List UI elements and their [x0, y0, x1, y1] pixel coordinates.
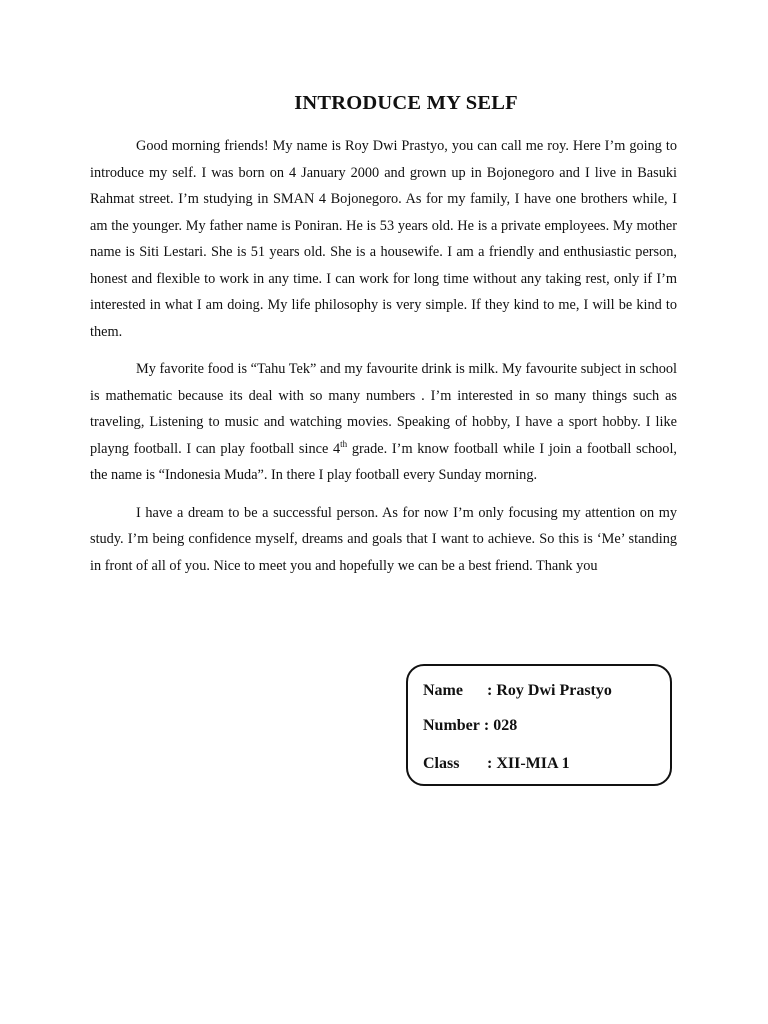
id-row-class — [423, 755, 570, 773]
paragraph-hobbies — [90, 356, 677, 489]
number-label: Number — [423, 717, 480, 734]
class-label: Class — [423, 755, 460, 772]
document-body — [90, 133, 677, 579]
paragraph-hobbies-part1: My favorite food is “Tahu Tek” and my favourite drink is milk. My favourite subject in school is mathematic because its deal with so many numbers . I’m interested in so many things such as traveling, Listening to music and watching movies. Speaking of hobby, I have a sport hobby. I like playng football. I can play football since 4 — [90, 361, 677, 457]
id-row-name — [423, 682, 612, 700]
number-value: : 028 — [483, 717, 518, 734]
class-value: : XII-MIA 1 — [487, 755, 570, 772]
superscript-th: th — [340, 438, 348, 449]
name-value: : Roy Dwi Prastyo — [487, 682, 612, 699]
paragraph-dream: I have a dream to be a successful person. As for now I’m only focusing my attention on my study. I’m being confidence myself, dreams and goals that I want to achieve. So this is ‘Me’ standing in front of all of you. Nice to meet you and hopefully we can be a best friend. Thank you — [90, 504, 677, 574]
id-row-number — [423, 717, 517, 735]
paragraph-hobbies-part2: grade. I’m know football while I join a football school, the name is “Indonesia Muda”. In there I play football every Sunday morning. — [90, 440, 677, 483]
name-label: Name — [423, 682, 463, 699]
student-id-box — [406, 664, 672, 786]
paragraph-intro: Good morning friends! My name is Roy Dwi Prastyo, you can call me roy. Here I’m going to introduce my self. I was born on 4 January 2000 and grown up in Bojonegoro and I live in Basuki Rahmat street. I’m studying in SMAN 4 Bojonegoro. As for my family, I have one brothers while, I am the younger. My father name is Poniran. He is 53 years old. He is a private employees. My mother name is Siti Lestari. She is 51 years old. She is a housewife. I am a friendly and enthusiastic person, honest and flexible to work in any time. I can work for long time without any taking rest, only if I’m interested in what I am doing. My life philosophy is very simple. If they kind to me, I will be kind to them. — [90, 138, 677, 340]
page-title: INTRODUCE MY SELF — [294, 92, 518, 114]
